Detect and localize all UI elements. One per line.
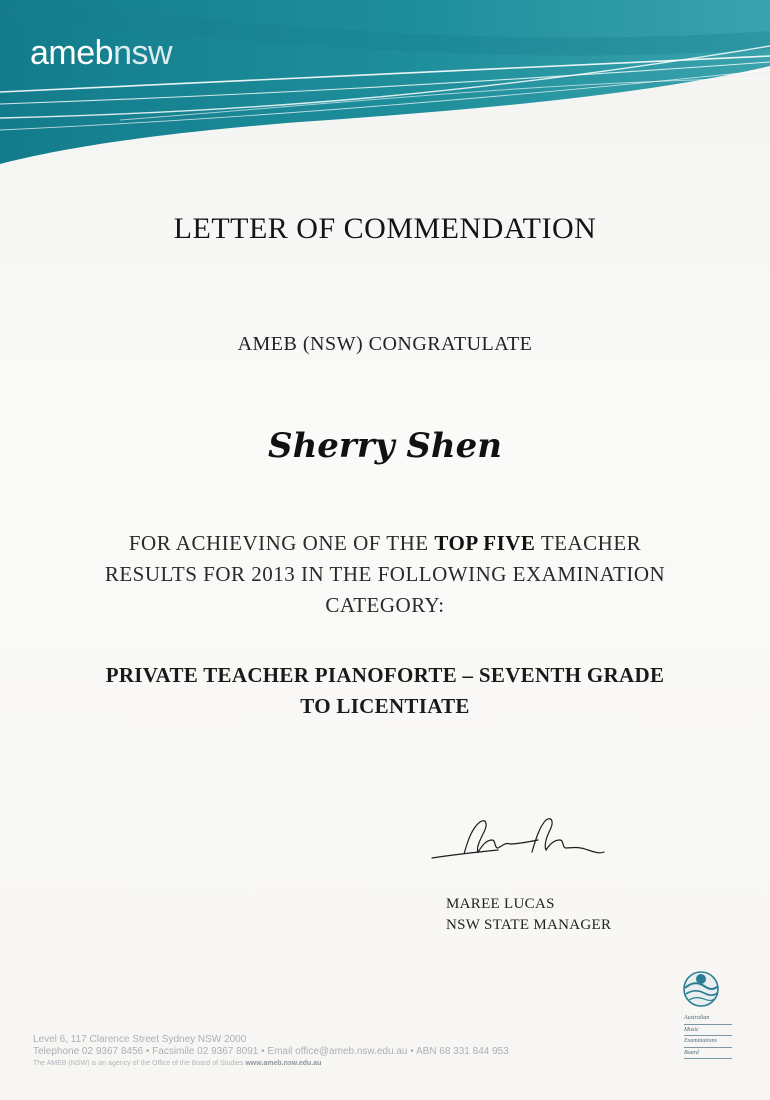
page-title: LETTER OF COMMENDATION xyxy=(173,212,597,245)
ameb-logo: amebnsw xyxy=(30,34,173,72)
signatory-block xyxy=(446,894,611,936)
achievement-text-2: TEACHER RESULTS FOR 2013 IN THE FOLLOWING EXAMINATION CATEGORY: xyxy=(104,531,666,617)
footer-website: www.ameb.nsw.edu.au xyxy=(245,1060,322,1067)
header-banner xyxy=(0,0,770,180)
category-line-2: TO LICENTIATE xyxy=(300,694,470,718)
recipient-name: Sherry Shen xyxy=(268,426,502,466)
signatory-role: NSW STATE MANAGER xyxy=(446,917,612,933)
footer-agency: The AMEB (NSW) is an agency of the Office of the Board of Studies www.ameb.nsw.edu.au xyxy=(33,1060,322,1067)
achievement-highlight: TOP FIVE xyxy=(434,531,536,555)
footer xyxy=(33,1034,509,1069)
seal-text: Australian Music Examinations Board xyxy=(684,1013,732,1059)
exam-category xyxy=(60,660,710,722)
signatory-name: MAREE LUCAS xyxy=(446,896,555,912)
achievement-statement xyxy=(80,528,690,621)
footer-address: Level 6, 117 Clarence Street Sydney NSW 2000 xyxy=(33,1034,247,1045)
achievement-text-1: FOR ACHIEVING ONE OF THE xyxy=(128,531,429,555)
footer-contact: Telephone 02 9367 8456 • Facsimile 02 9367 8091 • Email office@ameb.nsw.edu.au • ABN 68 331 844 953 xyxy=(33,1046,509,1057)
congratulate-line: AMEB (NSW) CONGRATULATE xyxy=(237,333,533,355)
category-line-1: PRIVATE TEACHER PIANOFORTE – SEVENTH GRADE xyxy=(105,663,665,687)
signature-image xyxy=(428,810,608,870)
